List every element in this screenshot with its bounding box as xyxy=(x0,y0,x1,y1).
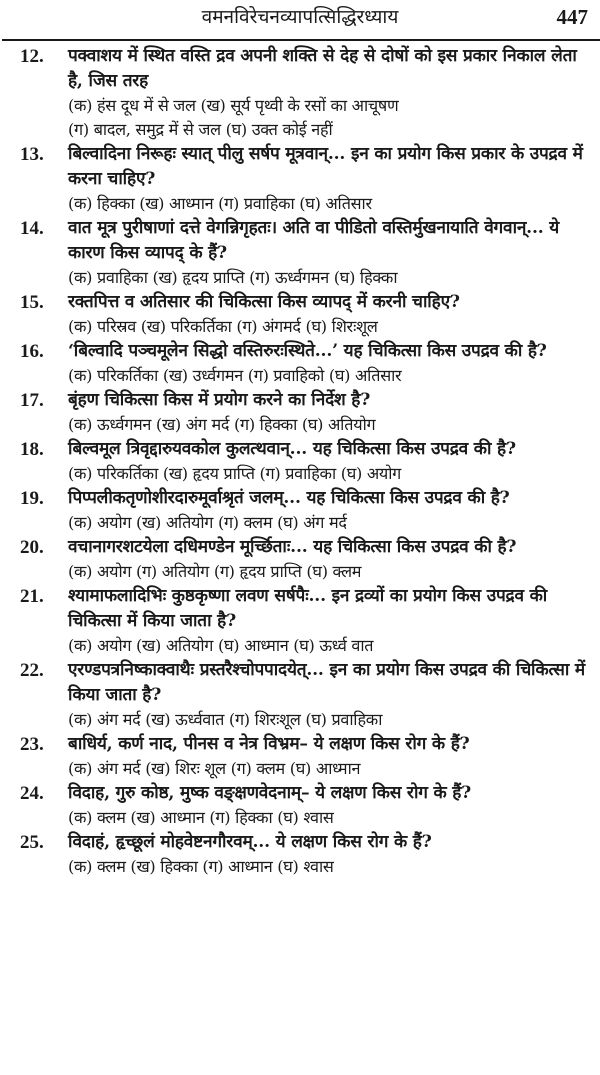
question-number: 24. xyxy=(20,783,44,804)
question-number: 17. xyxy=(20,390,44,411)
chapter-title: वमनविरेचनव्यापत्सिद्धिरध्याय xyxy=(201,6,399,28)
question-item xyxy=(0,535,600,584)
question-options: (क) अंग मर्द (ख) शिरः शूल (ग) क्लम (घ) आध्मान xyxy=(68,759,361,778)
question-text: विदाहं, हृच्छूलं मोहवेष्टनगौरवम्... ये लक्षण किस रोग के हैं? xyxy=(68,832,432,852)
question-options: (क) क्लम (ख) हिक्का (ग) आध्मान (घ) श्वास xyxy=(68,857,334,876)
page-number: 447 xyxy=(556,5,588,29)
question-item xyxy=(0,142,600,216)
question-options: (ग) बादल, समुद्र में से जल (घ) उक्त कोई नहीं xyxy=(68,120,333,139)
question-text: बाधिर्य, कर्ण नाद, पीनस व नेत्र विभ्रम– ये लक्षण किस रोग के हैं? xyxy=(68,734,470,754)
question-text: विदाह, गुरु कोष्ठ, मुष्क वङ्क्षणवेदनाम्– ये लक्षण किस रोग के हैं? xyxy=(68,783,472,803)
question-list xyxy=(0,44,600,879)
question-text: बिल्वादिना निरूहः स्यात् पीलु सर्षप मूत्रवान्... इन का प्रयोग किस प्रकार के उपद्रव में करना चाहिए? xyxy=(68,144,583,189)
question-number: 19. xyxy=(20,488,44,509)
question-item xyxy=(0,339,600,388)
header-divider xyxy=(2,39,600,41)
question-number: 16. xyxy=(20,341,44,362)
question-options: (क) परिस्रव (ख) परिकर्तिका (ग) अंगमर्द (घ) शिरःशूल xyxy=(68,317,378,336)
question-text: रक्तपित्त व अतिसार की चिकित्सा किस व्यापद् में करनी चाहिए? xyxy=(68,292,460,312)
question-item xyxy=(0,781,600,830)
question-item xyxy=(0,584,600,658)
question-number: 12. xyxy=(20,46,44,67)
question-options: (क) ऊर्ध्वगमन (ख) अंग मर्द (ग) हिक्का (घ) अतियोग xyxy=(68,415,376,434)
question-text: वचानागरशटयेला दधिमण्डेन मूर्च्छिताः... यह चिकित्सा किस उपद्रव की है? xyxy=(68,537,517,557)
question-number: 20. xyxy=(20,537,44,558)
question-item xyxy=(0,658,600,732)
question-number: 13. xyxy=(20,144,44,165)
question-options: (क) अयोग (ख) अतियोग (ग) क्लम (घ) अंग मर्द xyxy=(68,513,347,532)
question-number: 14. xyxy=(20,218,44,239)
question-text: बिल्वमूल त्रिवृद्दारुयवकोल कुलत्थवान्... यह चिकित्सा किस उपद्रव की है? xyxy=(68,439,516,459)
question-options: (क) हंस दूध में से जल (ख) सूर्य पृथ्वी के रसों का आचूषण xyxy=(68,96,399,115)
question-options: (क) अयोग (ग) अतियोग (ग) हृदय प्राप्ति (घ) क्लम xyxy=(68,562,362,581)
question-item xyxy=(0,486,600,535)
question-text: पिप्पलीकतृणोशीरदारुमूर्वाश्रृतं जलम्... यह चिकित्सा किस उपद्रव की है? xyxy=(68,488,510,508)
question-options: (क) क्लम (ख) आध्मान (ग) हिक्का (घ) श्वास xyxy=(68,808,334,827)
question-item xyxy=(0,290,600,339)
question-text: बृंहण चिकित्सा किस में प्रयोग करने का निर्देश है? xyxy=(68,390,371,410)
question-options: (क) प्रवाहिका (ख) हृदय प्राप्ति (ग) ऊर्ध्वगमन (घ) हिक्का xyxy=(68,268,398,287)
question-item xyxy=(0,388,600,437)
question-text: श्यामाफलादिभिः कुष्ठकृष्णा लवण सर्षपैः... इन द्रव्यों का प्रयोग किस उपद्रव की चिकित्सा में किया जाता है? xyxy=(68,586,548,631)
question-options: (क) हिक्का (ख) आध्मान (ग) प्रवाहिका (घ) अतिसार xyxy=(68,194,372,213)
question-options: (क) अंग मर्द (ख) ऊर्ध्ववात (ग) शिरःशूल (घ) प्रवाहिका xyxy=(68,710,383,729)
question-item xyxy=(0,44,600,142)
question-item xyxy=(0,437,600,486)
question-item xyxy=(0,216,600,290)
question-item xyxy=(0,830,600,879)
question-text: ‘बिल्वादि पञ्चमूलेन सिद्धो वस्तिरुरःस्थिते...’ यह चिकित्सा किस उपद्रव की है? xyxy=(68,341,547,361)
question-number: 18. xyxy=(20,439,44,460)
running-header xyxy=(0,0,600,40)
question-options: (क) परिकर्तिका (ख) हृदय प्राप्ति (ग) प्रवाहिका (घ) अयोग xyxy=(68,464,401,483)
question-options: (क) परिकर्तिका (ख) उर्ध्वगमन (ग) प्रवाहिको (घ) अतिसार xyxy=(68,366,402,385)
question-number: 21. xyxy=(20,586,44,607)
question-text: पक्वाशय में स्थित वस्ति द्रव अपनी शक्ति से देह से दोषों को इस प्रकार निकाल लेता है, जिस तरह xyxy=(68,46,577,91)
question-number: 22. xyxy=(20,660,44,681)
question-number: 23. xyxy=(20,734,44,755)
question-number: 25. xyxy=(20,832,44,853)
question-item xyxy=(0,732,600,781)
question-options: (क) अयोग (ख) अतियोग (घ) आध्मान (घ) ऊर्ध्व वात xyxy=(68,636,374,655)
question-text: वात मूत्र पुरीषाणां दत्ते वेगन्निगृहतः। अति वा पीडितो वस्तिर्मुखनायाति वेगवान्... ये कारण किस व्यापद् के हैं? xyxy=(68,218,560,263)
question-number: 15. xyxy=(20,292,44,313)
question-text: एरण्डपत्रनिष्काक्वाथैः प्रस्तरैश्चोपपादयेत्... इन का प्रयोग किस उपद्रव की चिकित्सा में किया जाता है? xyxy=(68,660,585,705)
